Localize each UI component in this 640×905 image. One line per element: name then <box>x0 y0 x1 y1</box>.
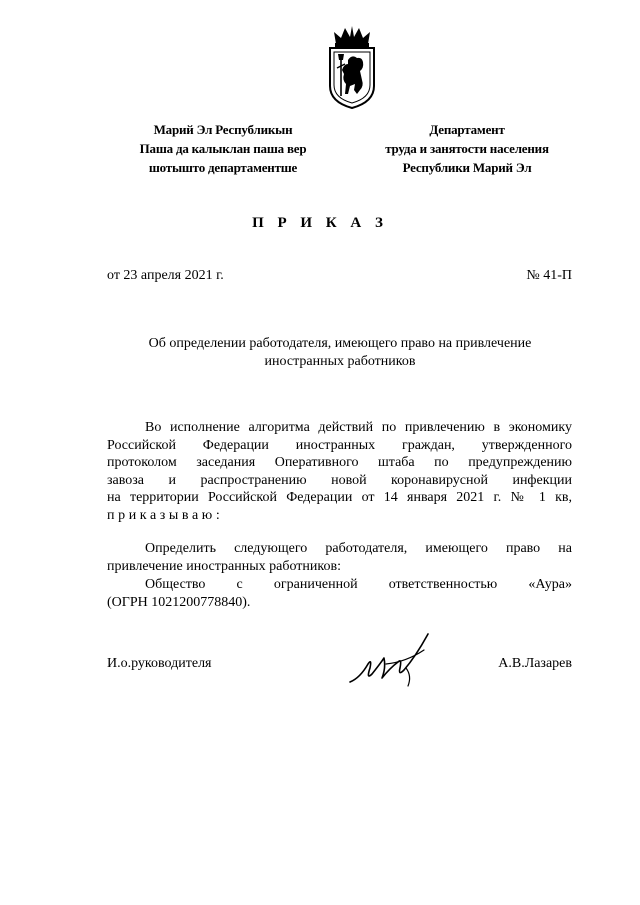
document-date: от 23 апреля 2021 г. <box>107 268 224 283</box>
header-left-line-3: шотышто департаментше <box>148 160 298 175</box>
body-line: (ОГРН 1021200778840). <box>107 594 251 610</box>
header-right-line-2: труда и занятости населения <box>385 141 549 156</box>
header-right <box>372 120 562 177</box>
document-subject <box>100 335 580 371</box>
body-line: привлечение иностранных работников: <box>107 558 342 574</box>
signatory-name: А.В.Лазарев <box>498 656 572 671</box>
signature-icon <box>346 628 440 690</box>
coat-of-arms-icon <box>324 24 380 110</box>
body-paragraph-1 <box>107 419 572 524</box>
order-word: приказываю: <box>107 507 224 523</box>
document-title: П Р И К А З <box>252 215 388 231</box>
body-paragraph-3 <box>107 576 572 611</box>
subject-line-2: иностранных работников <box>264 354 416 369</box>
body-line: Во исполнение алгоритма действий по привлечению в экономику <box>145 420 572 435</box>
body-line: Общество с ограниченной ответственностью «Аура» <box>145 577 572 592</box>
header-left-line-2: Паша да калыклан паша вер <box>139 141 307 156</box>
header-right-line-1: Департамент <box>429 122 505 137</box>
body-line: протоколом заседания Оперативного штаба по предупреждению <box>107 455 572 470</box>
body-paragraph-2 <box>107 540 572 575</box>
document-number: № 41-П <box>526 268 572 283</box>
header-left-line-1: Марий Эл Республикын <box>153 122 293 137</box>
subject-line-1: Об определении работодателя, имеющего право на привлечение <box>148 336 532 351</box>
body-line: Российской Федерации иностранных граждан, утвержденного <box>107 437 572 453</box>
body-line: Определить следующего работодателя, имеющего право на <box>145 541 572 556</box>
date-number-line <box>107 268 572 284</box>
header-left <box>128 120 318 177</box>
body-line: завоза и распространению новой коронавирусной инфекции <box>107 472 572 488</box>
header-right-line-3: Республики Марий Эл <box>402 160 532 175</box>
body-line: на территории Российской Федерации от 14 января 2021 г. № 1 кв, <box>107 490 572 505</box>
signatory-role: И.о.руководителя <box>107 656 212 671</box>
